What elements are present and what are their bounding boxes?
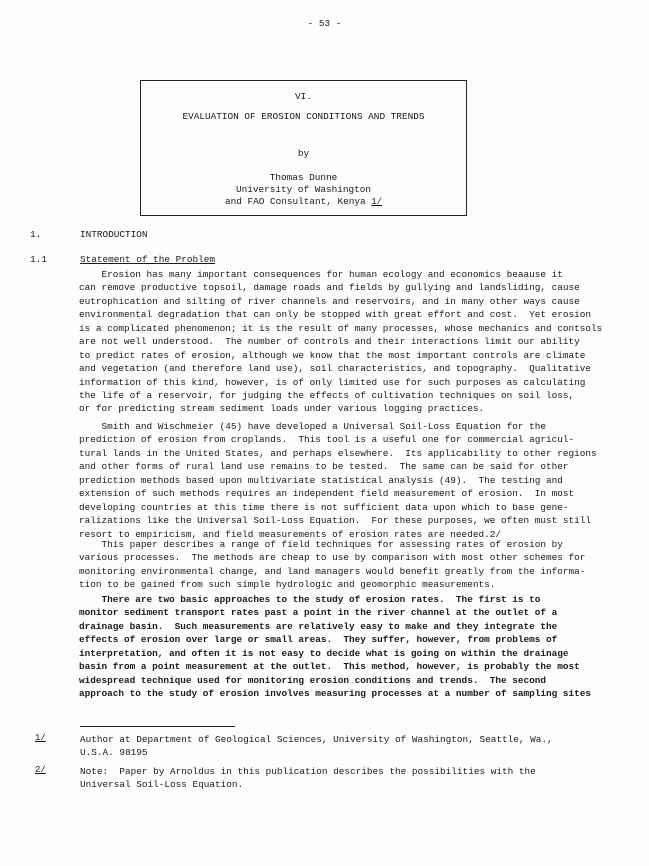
text-line: tion to be gained from such simple hydrologic and geomorphic measurements.	[79, 579, 496, 591]
section-heading: INTRODUCTION	[80, 229, 148, 240]
footnote-text: Note: Paper by Arnoldus in this publication describes the possibilities with the	[80, 766, 536, 777]
text-line: interpretation, and often it is not easy to decide what is going on within the drainage	[79, 647, 569, 659]
text-line: and vegetation (and therefore land use), soil characteristics, and topography. Qualitative	[79, 363, 591, 375]
text-line: the life of a reservoir, for judging the effects of cultivation techniques on soil loss,	[79, 389, 575, 401]
text-line: to predict rates of erosion, although we know that the most important controls are climate	[79, 349, 586, 361]
text-line: prediction of erosion from croplands. This tool is a useful one for commercial agricul-	[79, 434, 575, 446]
text-line: eutrophication and silting of river channels and reservoirs, and in many other ways cause	[79, 295, 580, 307]
footnote-text: Universal Soil-Loss Equation.	[80, 779, 244, 791]
paragraph-2	[79, 420, 597, 541]
text-line: This paper describes a range of field techniques for assessing rates of erosion by	[79, 539, 563, 550]
text-line: prediction methods based upon multivariate statistical analysis (49). The testing and	[79, 474, 563, 486]
footnote-2	[35, 765, 536, 792]
text-line: are not well understood. The number of controls and their interactions limit our ability	[79, 336, 580, 348]
text-line: monitoring environmental change, and land managers would benefit greatly from the informa-	[79, 565, 586, 577]
text-line: can remove productive topsoil, damage roads and fields by gullying and landsliding, cause	[79, 282, 580, 294]
footnote-mark: 2/	[35, 765, 46, 775]
page-number: - 53 -	[307, 18, 342, 29]
text-line: environmental degradation that can only be stopped with great effort and cost. Yet erosion	[79, 309, 591, 321]
subsection-number: 1.1	[30, 254, 47, 265]
text-line: developing countries at this time there is not sufficient data upon which to base gene-	[79, 501, 569, 513]
section-number: 1.	[30, 229, 42, 240]
text-line: extension of such methods requires an independent field measurement of erosion. In most	[79, 488, 575, 500]
affiliation-text: and FAO Consultant, Kenya	[224, 196, 366, 207]
text-line: Erosion has many important consequences for human ecology and economics beaause it	[79, 269, 563, 280]
text-line: information of this kind, however, is of only limited use for such purposes as calculating	[79, 376, 586, 388]
by-label: by	[297, 148, 310, 159]
text-line: and other forms of rural land use remains to be tested. The same can be said for other	[79, 461, 569, 473]
text-line: is a complicated phenomenon; it is the result of many processes, whose mechanics and contsols	[79, 322, 603, 334]
paragraph-4	[79, 593, 591, 701]
text-line: widespread technique used for monitoring erosion conditions and trends. The second	[79, 674, 546, 686]
text-line: drainage basin. Such measurements are relatively easy to make and they integrate the	[79, 620, 558, 632]
paragraph-3	[79, 538, 585, 592]
text-line: Smith and Wischmeier (45) have developed a Universal Soil-Loss Equation for the	[79, 421, 546, 432]
author-affiliation	[141, 196, 466, 207]
subsection-heading: Statement of the Problem	[80, 254, 216, 265]
text-line: or for predicting stream sediment loads under various logging practices.	[79, 403, 485, 415]
author-name: Thomas Dunne	[269, 172, 338, 183]
author-affiliation: University of Washington	[235, 184, 372, 195]
footnote-divider	[80, 726, 235, 727]
text-line: There are two basic approaches to the study of erosion rates. The first is to	[79, 594, 541, 605]
text-line: ralizations like the Universal Soil-Loss Equation. For these purposes, we often must still	[79, 515, 591, 527]
footnote-text: U.S.A. 98195	[80, 747, 148, 759]
text-line: approach to the study of erosion involves measuring processes at a number of sampling sites	[79, 688, 591, 700]
text-line: effects of erosion over large or small areas. They suffer, however, from problems of	[79, 634, 558, 646]
paragraph-1	[79, 268, 602, 416]
text-line: resort to empiricism, and field measurements of erosion rates are needed.2/	[79, 528, 501, 540]
text-line: tural lands in the United States, and perhaps elsewhere. Its applicability to other regions	[79, 447, 597, 459]
footnote-1	[35, 733, 553, 760]
text-line: monitor sediment transport rates past a point in the river channel at the outlet of a	[79, 607, 558, 619]
footnote-text: Author at Department of Geological Sciences, University of Washington, Seattle, Wa.,	[80, 734, 553, 745]
footnote-mark: 1/	[35, 733, 46, 743]
text-line: various processes. The methods are cheap to use by comparison with most other schemes for	[79, 552, 586, 564]
chapter-title: EVALUATION OF EROSION CONDITIONS AND TRENDS	[182, 111, 425, 122]
footnote-mark: 1/	[371, 197, 383, 207]
title-box	[140, 80, 467, 216]
chapter-number: VI.	[295, 91, 312, 102]
text-line: basin from a point measurement at the outlet. This method, however, is probably the most	[79, 661, 580, 673]
